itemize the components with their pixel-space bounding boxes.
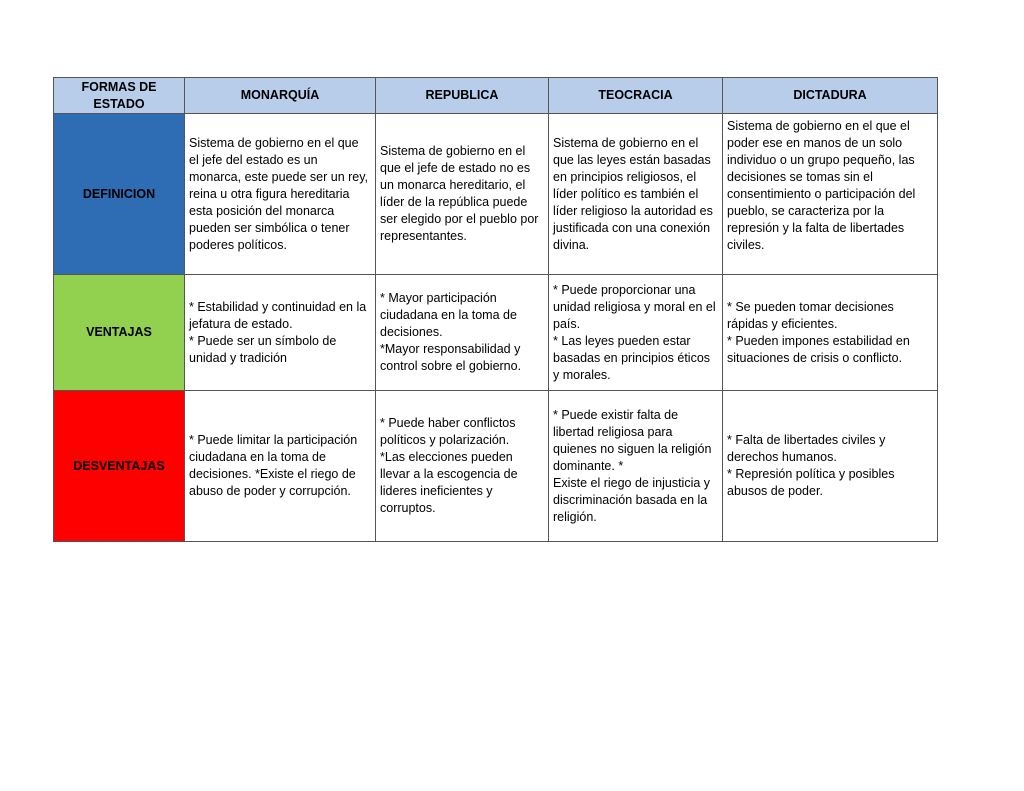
row-label-ventajas: VENTAJAS [54, 275, 185, 391]
row-label-definicion: DEFINICION [54, 114, 185, 275]
table-row-ventajas [54, 275, 938, 391]
cell-desventajas-monarquia: * Puede limitar la participación ciudadana en la toma de decisiones. *Existe el riego de abuso de poder y corrupción. [185, 391, 376, 542]
header-republica: REPUBLICA [376, 78, 549, 114]
row-label-desventajas: DESVENTAJAS [54, 391, 185, 542]
comparison-table [53, 77, 938, 542]
cell-desventajas-teocracia: * Puede existir falta de libertad religiosa para quienes no siguen la religión dominante. * Existe el riego de injusticia y discriminación basada en la religión. [549, 391, 723, 542]
cell-ventajas-teocracia: * Puede proporcionar una unidad religiosa y moral en el país. * Las leyes pueden estar basadas en principios éticos y morales. [549, 275, 723, 391]
header-teocracia: TEOCRACIA [549, 78, 723, 114]
header-formas-de-estado: FORMAS DE ESTADO [54, 78, 185, 114]
cell-definicion-republica: Sistema de gobierno en el que el jefe de estado no es un monarca hereditario, el líder de la república puede ser elegido por el pueblo por representantes. [376, 114, 549, 275]
header-row [54, 78, 938, 114]
cell-definicion-teocracia: Sistema de gobierno en el que las leyes están basadas en principios religiosos, el líder político es también el líder religioso la autoridad es justificada con una conexión divina. [549, 114, 723, 275]
header-monarquia: MONARQUÍA [185, 78, 376, 114]
cell-definicion-monarquia: Sistema de gobierno en el que el jefe del estado es un monarca, este puede ser un rey, reina u otra figura hereditaria esta posición del monarca pueden ser simbólica o tener poderes políticos. [185, 114, 376, 275]
cell-ventajas-republica: * Mayor participación ciudadana en la toma de decisiones. *Mayor responsabilidad y control sobre el gobierno. [376, 275, 549, 391]
table-row-desventajas [54, 391, 938, 542]
cell-desventajas-republica: * Puede haber conflictos políticos y polarización. *Las elecciones pueden llevar a la escogencia de lideres ineficientes y corruptos. [376, 391, 549, 542]
cell-definicion-dictadura: Sistema de gobierno en el que el poder ese en manos de un solo individuo o un grupo pequeño, las decisiones se tomas sin el consentimiento o participación del pueblo, se caracteriza por la represión y la falta de libertades civiles. [723, 114, 938, 275]
cell-ventajas-monarquia: * Estabilidad y continuidad en la jefatura de estado. * Puede ser un símbolo de unidad y tradición [185, 275, 376, 391]
cell-ventajas-dictadura: * Se pueden tomar decisiones rápidas y eficientes. * Pueden impones estabilidad en situaciones de crisis o conflicto. [723, 275, 938, 391]
header-dictadura: DICTADURA [723, 78, 938, 114]
table-row-definicion [54, 114, 938, 275]
cell-desventajas-dictadura: * Falta de libertades civiles y derechos humanos. * Represión política y posibles abusos de poder. [723, 391, 938, 542]
